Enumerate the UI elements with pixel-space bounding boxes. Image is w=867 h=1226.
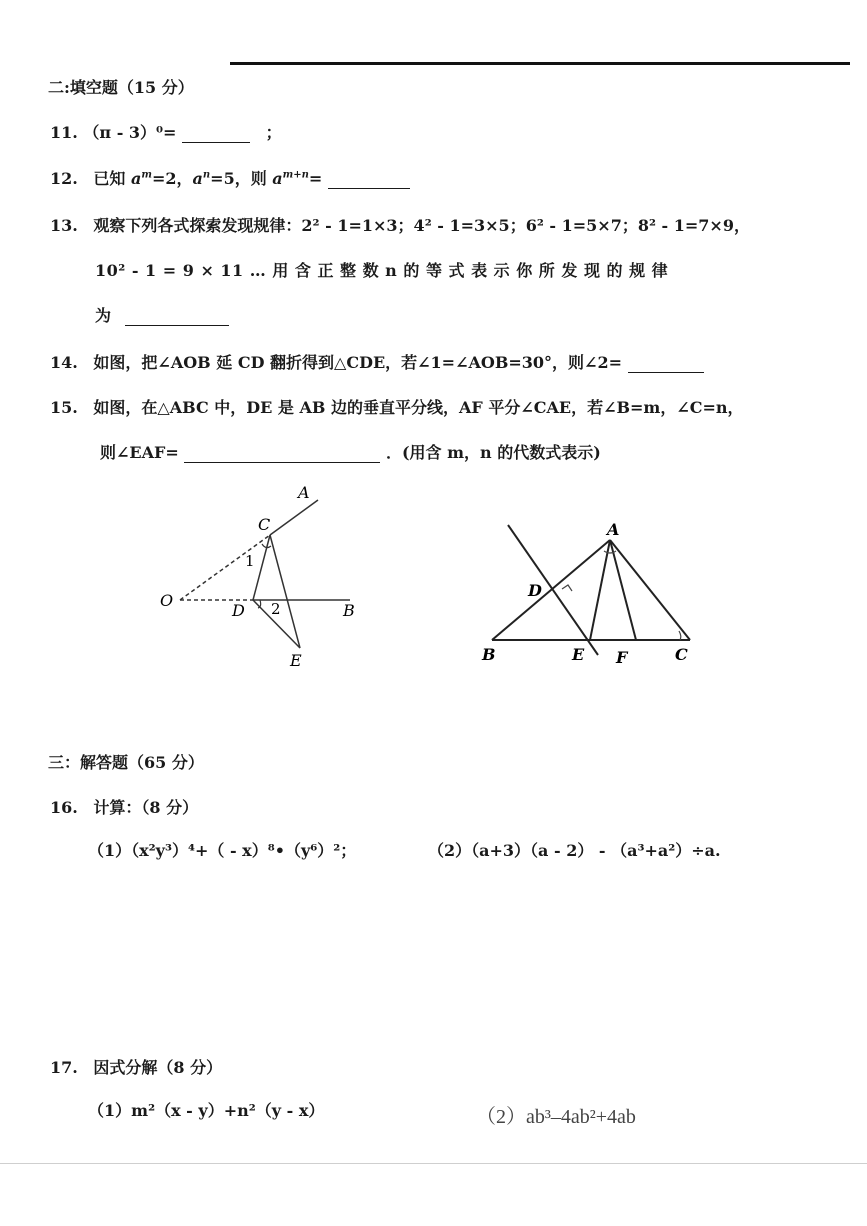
exp-n: n xyxy=(202,169,211,181)
ray-ca xyxy=(270,500,318,535)
label-a: A xyxy=(607,520,620,539)
angle-arc-2 xyxy=(258,600,261,608)
var-a: a xyxy=(131,169,142,188)
question-16-part1: （1）（x²y³）⁴+（ - x）⁸•（y⁶）²； xyxy=(88,841,357,860)
answer-blank[interactable] xyxy=(628,356,704,373)
question-14 xyxy=(50,350,704,373)
question-15 xyxy=(50,395,744,418)
var-a: a xyxy=(192,169,203,188)
eq-text: = xyxy=(308,169,323,188)
question-title: 计算：（8 分） xyxy=(93,798,199,817)
question-text: （π - 3）⁰= xyxy=(83,123,177,142)
right-angle-mark xyxy=(562,585,572,591)
label-b: B xyxy=(482,645,496,664)
answer-blank[interactable] xyxy=(328,172,410,189)
question-number: 13. xyxy=(50,216,78,235)
question-12 xyxy=(50,166,410,189)
question-text: 如图，把∠AOB 延 CD 翻折得到△CDE，若∠1=∠AOB=30°，则∠2= xyxy=(93,353,622,372)
label-e: E xyxy=(572,645,585,664)
question-16-part2: （2）（a+3）（a - 2） - （a³+a²）÷a. xyxy=(428,841,721,860)
question-number: 15. xyxy=(50,398,78,417)
line-oc-dashed xyxy=(180,535,270,600)
segment-ce xyxy=(270,535,300,648)
label-e: E xyxy=(290,651,302,670)
question-text-line3: 为 xyxy=(95,306,112,325)
question-number: 12. xyxy=(50,169,78,188)
question-17-part1: （1）m²（x - y）+n²（y - x） xyxy=(88,1101,325,1120)
figure-triangle-abc xyxy=(470,515,710,675)
label-a: A xyxy=(298,483,310,502)
label-b: B xyxy=(343,601,355,620)
exp-m-plus-n: m+n xyxy=(282,169,309,181)
question-text-line1: 观察下列各式探索发现规律：2² - 1=1×3；4² - 1=3×5；6² - 1=5×7；8² - 1=7×9， xyxy=(93,216,750,235)
question-tail: ； xyxy=(265,123,282,142)
label-c: C xyxy=(258,515,271,534)
question-number: 14. xyxy=(50,353,78,372)
eq-text: =2， xyxy=(151,169,193,188)
answer-blank[interactable] xyxy=(125,309,229,326)
angle-arc-c xyxy=(679,631,681,640)
question-number: 16. xyxy=(50,798,78,817)
question-text: 则∠EAF= xyxy=(100,443,179,462)
question-text: 已知 xyxy=(93,169,131,188)
question-title: 因式分解（8 分） xyxy=(93,1058,223,1077)
label-angle-2: 2 xyxy=(271,600,281,618)
answer-blank[interactable] xyxy=(184,446,380,463)
page-bottom-rule xyxy=(0,1163,867,1164)
question-17-part2: （2）ab³–4ab²+4ab xyxy=(476,1106,636,1128)
section-heading-fill-blank: 二:填空题（15 分） xyxy=(48,78,194,97)
label-c: C xyxy=(675,645,688,664)
answer-blank[interactable] xyxy=(182,126,250,143)
question-15-line2 xyxy=(100,440,601,463)
question-text: ．(用含 m，n 的代数式表示) xyxy=(385,443,601,462)
figure-angle-fold xyxy=(150,480,380,680)
label-d: D xyxy=(528,581,542,600)
label-o: O xyxy=(160,591,174,610)
label-angle-1: 1 xyxy=(245,552,255,570)
label-f: F xyxy=(616,648,628,667)
exp-m: m xyxy=(141,169,152,181)
question-text-line1: 如图，在△ABC 中，DE 是 AB 边的垂直平分线，AF 平分∠CAE，若∠B=m，∠C=n， xyxy=(93,398,744,417)
question-13-line3 xyxy=(95,303,229,326)
question-17 xyxy=(50,1055,222,1078)
section-heading-solutions: 三：解答题（65 分） xyxy=(48,753,204,772)
label-d: D xyxy=(232,601,245,620)
question-13 xyxy=(50,213,750,236)
question-13-line2: 10² - 1 = 9 × 11 … 用 含 正 整 数 n 的 等 式 表 示 你 所 发 现 的 规 律 xyxy=(95,261,669,280)
question-number: 17. xyxy=(50,1058,78,1077)
header-rule xyxy=(230,62,850,65)
var-a: a xyxy=(272,169,283,188)
question-number: 11. xyxy=(50,123,78,142)
eq-text: =5，则 xyxy=(210,169,273,188)
perpendicular-bisector-de xyxy=(508,525,598,655)
question-16 xyxy=(50,795,198,818)
question-11 xyxy=(50,120,282,143)
